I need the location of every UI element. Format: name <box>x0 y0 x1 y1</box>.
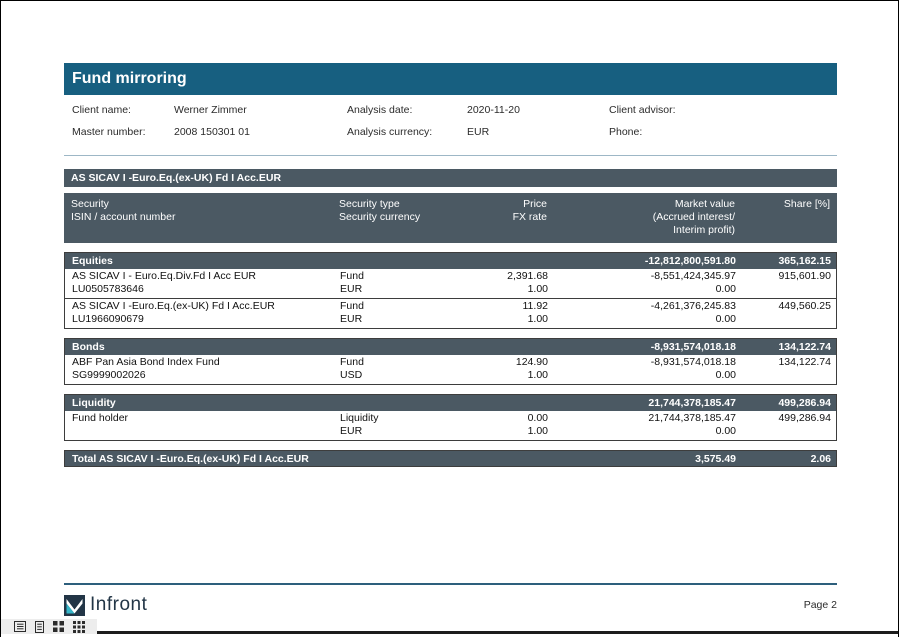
accrued-interest: 0.00 <box>715 313 736 325</box>
total-row <box>64 450 837 467</box>
total-share: 2.06 <box>810 452 831 465</box>
price: 124.90 <box>515 356 548 368</box>
market-value: -8,551,424,345.97 <box>650 270 736 282</box>
group-header-bonds <box>65 339 836 355</box>
security-type: Fund <box>340 270 364 282</box>
accrued-interest: 0.00 <box>715 283 736 295</box>
report-page <box>64 1 837 467</box>
col-share: Share [%] <box>783 198 830 210</box>
table-row <box>65 269 836 298</box>
master-number-value: 2008 150301 01 <box>174 126 250 138</box>
security-name: AS SICAV I -Euro.Eq.(ex-UK) Fd I Acc.EUR <box>72 300 275 312</box>
price: 0.00 <box>527 412 548 424</box>
group-total-share: 134,122.74 <box>778 341 831 353</box>
footer <box>64 594 837 616</box>
fx-rate: 1.00 <box>527 425 548 437</box>
total-label: Total AS SICAV I -Euro.Eq.(ex-UK) Fd I Acc.EUR <box>72 452 309 465</box>
fund-section-title: AS SICAV I -Euro.Eq.(ex-UK) Fd I Acc.EUR <box>71 172 282 184</box>
analysis-currency-value: EUR <box>467 126 490 138</box>
market-value: 21,744,378,185.47 <box>648 412 736 424</box>
col-price: Price FX rate <box>512 198 547 223</box>
group-total-market-value: 21,744,378,185.47 <box>648 397 736 409</box>
viewport-bottom-edge <box>97 631 898 634</box>
brand-logo <box>64 594 147 616</box>
page-number: Page 2 <box>803 599 837 611</box>
security-currency: EUR <box>340 283 363 295</box>
grid-3x3-view-icon[interactable] <box>73 621 85 633</box>
share: 915,601.90 <box>778 270 831 282</box>
master-number-label: Master number: <box>72 126 146 138</box>
market-value: -8,931,574,018.18 <box>650 356 736 368</box>
security-isin: LU0505783646 <box>72 283 144 295</box>
section-equities <box>64 252 837 329</box>
group-name: Equities <box>72 255 113 267</box>
fund-section-title-bar <box>64 169 837 187</box>
table-row <box>65 355 836 384</box>
table-header <box>64 193 837 243</box>
price: 2,391.68 <box>507 270 548 282</box>
accrued-interest: 0.00 <box>715 425 736 437</box>
group-total-market-value: -8,931,574,018.18 <box>650 341 736 353</box>
accrued-interest: 0.00 <box>715 369 736 381</box>
col-security: Security ISIN / account number <box>71 198 176 223</box>
section-liquidity <box>64 394 837 441</box>
footer-divider <box>64 583 837 585</box>
view-switcher-toolbar <box>1 619 97 634</box>
group-name: Liquidity <box>72 397 116 409</box>
total-market-value: 3,575.49 <box>695 452 736 465</box>
price: 11.92 <box>522 300 548 312</box>
col-security-type: Security type Security currency <box>339 198 421 223</box>
client-name-label: Client name: <box>72 104 131 116</box>
analysis-currency-label: Analysis currency: <box>347 126 433 138</box>
security-currency: EUR <box>340 425 363 437</box>
infront-logo-icon <box>64 595 85 616</box>
share: 134,122.74 <box>778 356 831 368</box>
brand-name: Infront <box>90 594 148 615</box>
grid-2x2-view-icon[interactable] <box>53 621 64 632</box>
group-total-share: 365,162.15 <box>778 255 831 267</box>
security-type: Fund <box>340 300 364 312</box>
share: 449,560.25 <box>778 300 831 312</box>
security-currency: EUR <box>340 313 363 325</box>
report-title-bar <box>64 63 837 95</box>
security-isin: LU1966090679 <box>72 313 144 325</box>
security-isin: SG9999002026 <box>72 369 146 381</box>
fx-rate: 1.00 <box>527 369 548 381</box>
group-header-liquidity <box>65 395 836 411</box>
client-divider <box>64 155 837 156</box>
fx-rate: 1.00 <box>527 313 548 325</box>
security-name: AS SICAV I - Euro.Eq.Div.Fd I Acc EUR <box>72 270 256 282</box>
security-name: Fund holder <box>72 412 129 424</box>
page-title: Fund mirroring <box>72 70 187 87</box>
market-value: -4,261,376,245.83 <box>650 300 736 312</box>
fx-rate: 1.00 <box>527 283 548 295</box>
share: 499,286.94 <box>778 412 831 424</box>
outline-view-icon[interactable] <box>14 621 26 632</box>
security-type: Fund <box>340 356 364 368</box>
security-type: Liquidity <box>340 412 379 424</box>
group-total-share: 499,286.94 <box>778 397 831 409</box>
group-total-market-value: -12,812,800,591.80 <box>644 255 736 267</box>
client-advisor-label: Client advisor: <box>609 104 676 116</box>
phone-label: Phone: <box>609 126 643 138</box>
table-row <box>65 411 836 440</box>
page-view-icon[interactable] <box>35 621 44 633</box>
analysis-date-label: Analysis date: <box>347 104 413 116</box>
client-name-value: Werner Zimmer <box>174 104 247 116</box>
security-name: ABF Pan Asia Bond Index Fund <box>72 356 220 368</box>
group-header-equities <box>65 253 836 269</box>
section-bonds <box>64 338 837 385</box>
client-info-block <box>64 104 837 139</box>
group-name: Bonds <box>72 341 105 353</box>
col-market-value: Market value (Accrued interest/ Interim profit) <box>652 198 735 236</box>
security-currency: USD <box>340 369 363 381</box>
table-row <box>65 298 836 328</box>
analysis-date-value: 2020-11-20 <box>467 104 520 116</box>
